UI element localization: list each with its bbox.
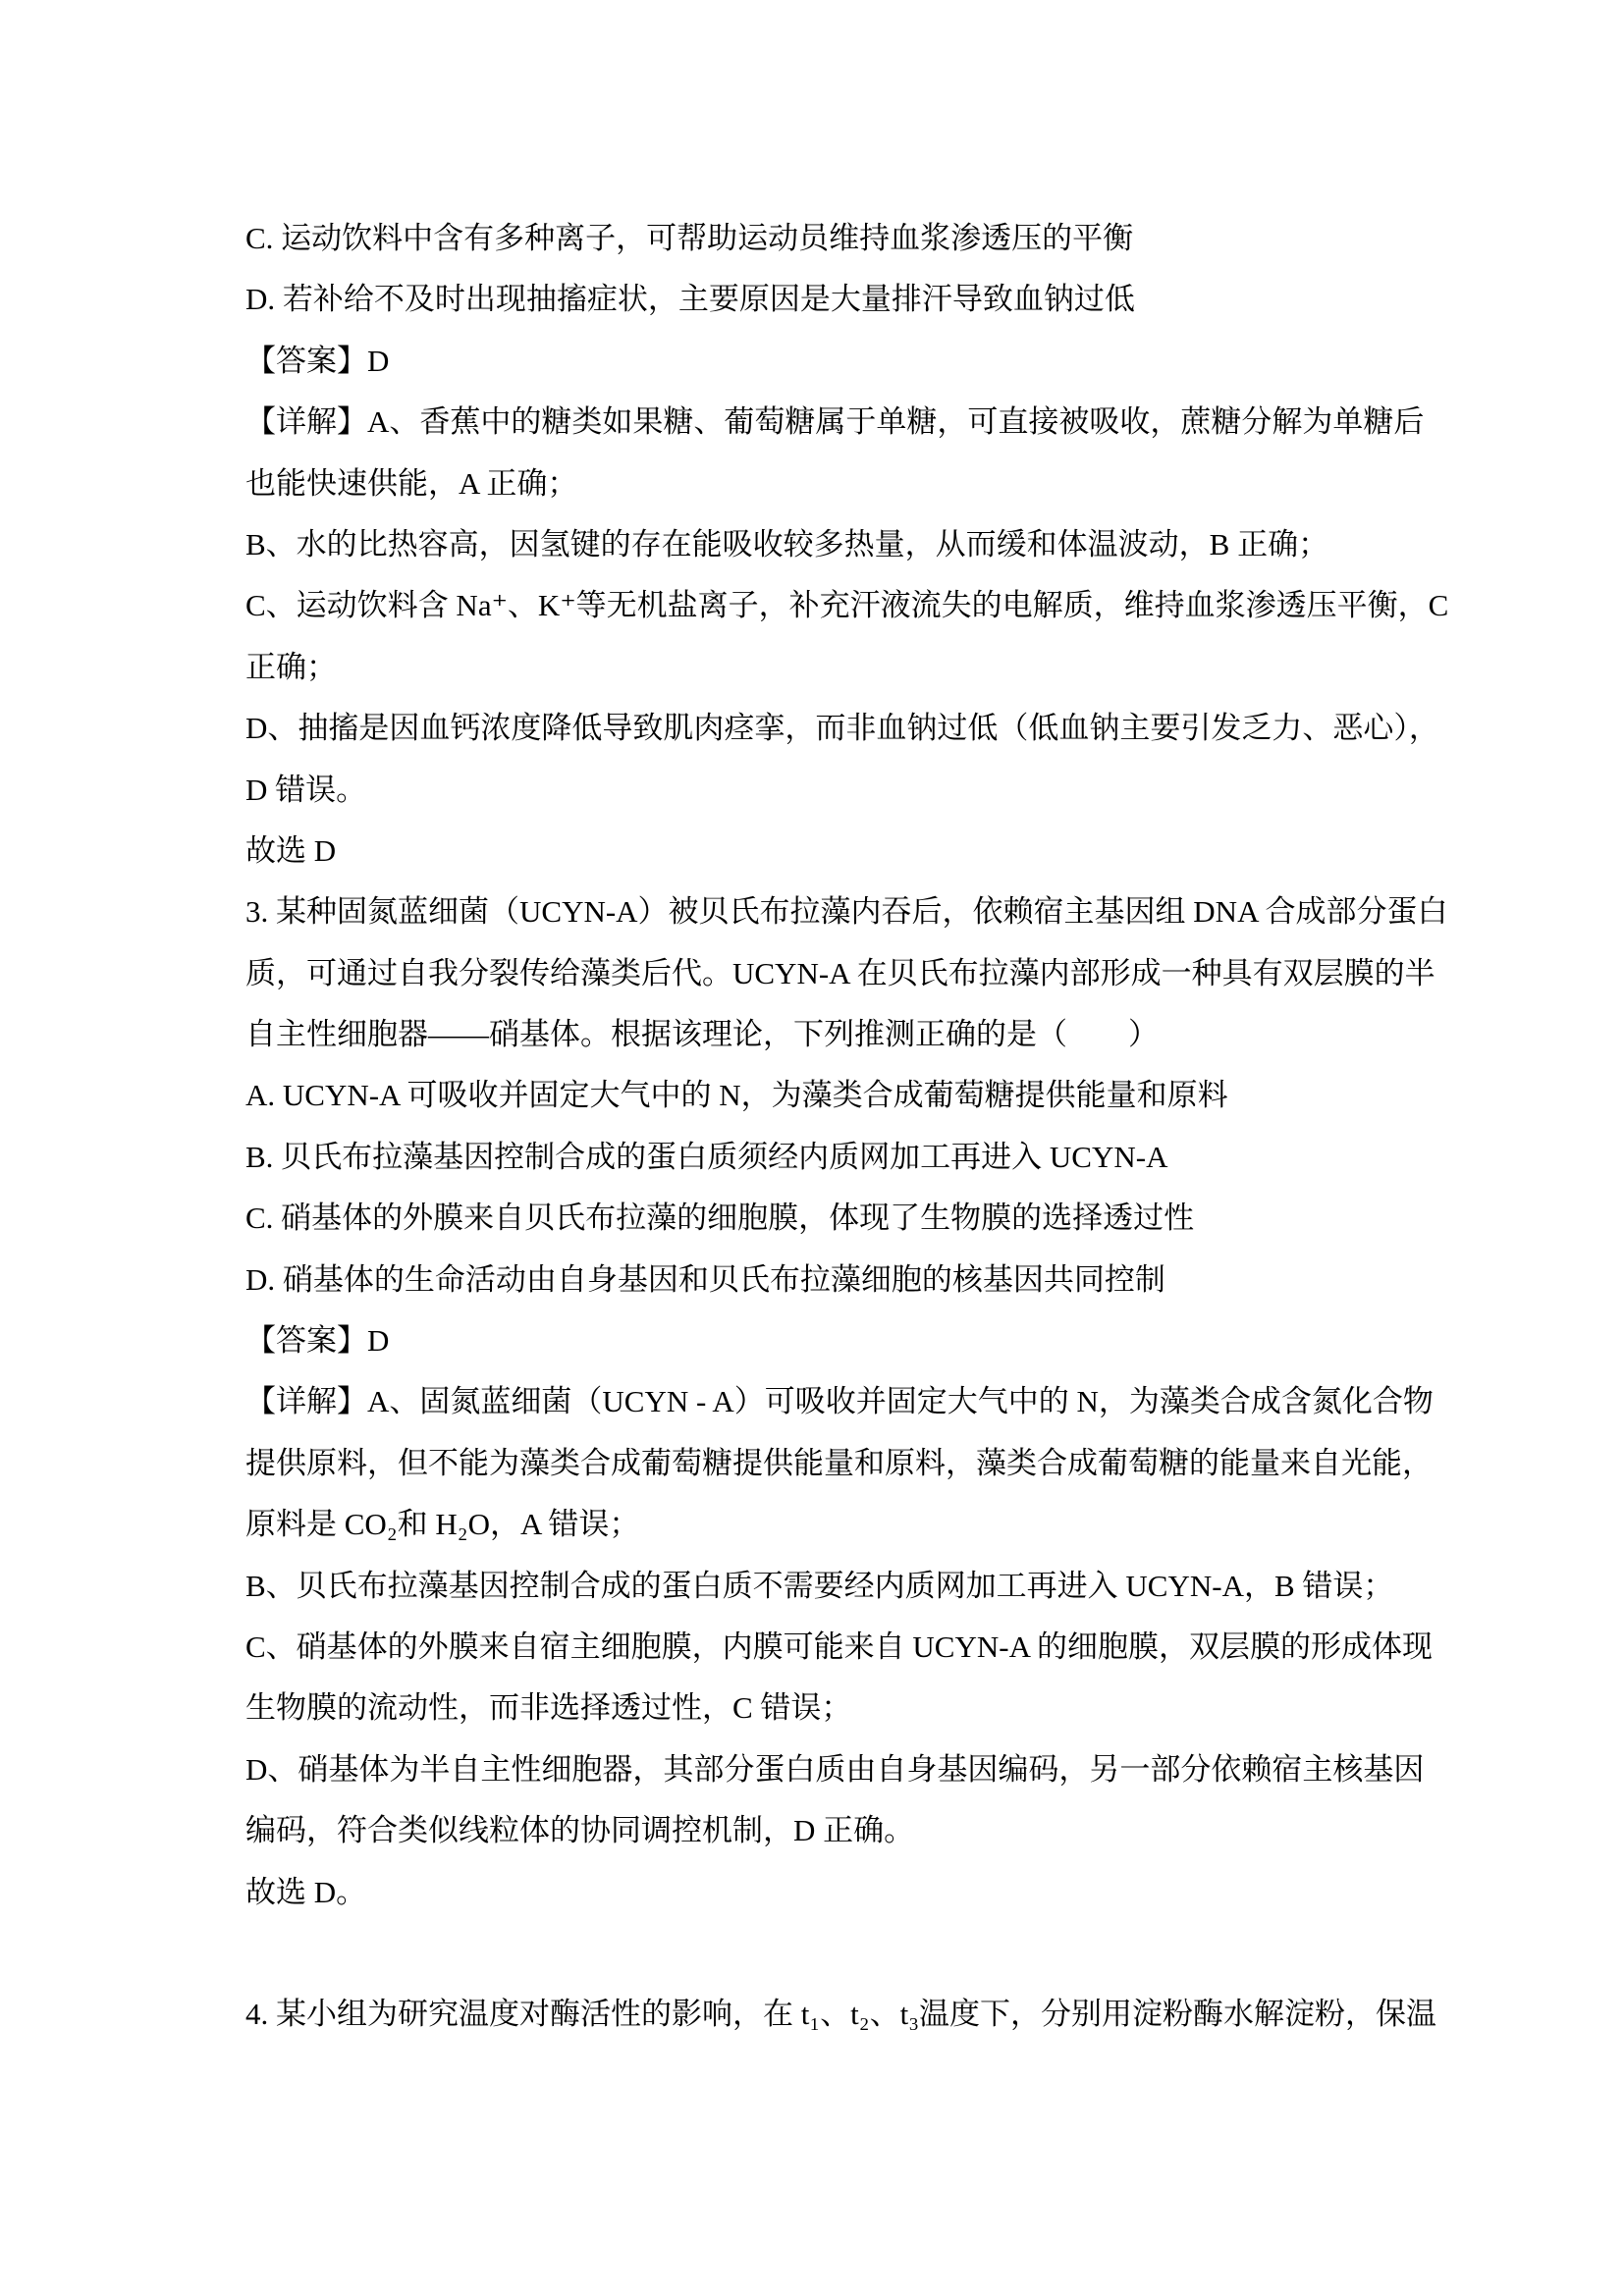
text-line-explanation: 生物膜的流动性，而非选择透过性，C 错误； xyxy=(245,1690,852,1726)
blank-line xyxy=(245,1923,1384,1984)
text-line-question: 4. 某小组为研究温度对酶活性的影响，在 t₁、t₂、t₃温度下，分别用淀粉酶水解淀粉，保温 xyxy=(245,1997,1437,2032)
text-line-conclusion: 故选 D xyxy=(245,832,337,868)
text-line-answer: 【答案】D xyxy=(245,343,390,378)
text-line-option: C. 硝基体的外膜来自贝氏布拉藻的细胞膜，体现了生物膜的选择透过性 xyxy=(245,1201,1195,1236)
text-line-explanation: 【详解】A、固氮蓝细菌（UCYN - A）可吸收并固定大气中的 N，为藻类合成含氮化合物 xyxy=(245,1384,1434,1419)
text-line-option: A. UCYN-A 可吸收并固定大气中的 N，为藻类合成葡萄糖提供能量和原料 xyxy=(245,1078,1228,1113)
text-line-question: 质，可通过自我分裂传给藻类后代。UCYN-A 在贝氏布拉藻内部形成一种具有双层膜的半 xyxy=(245,955,1435,990)
text-line-explanation: B、贝氏布拉藻基因控制合成的蛋白质不需要经内质网加工再进入 UCYN-A，B 错误； xyxy=(245,1568,1394,1603)
text-line-explanation: 编码，符合类似线粒体的协同调控机制，D 正确。 xyxy=(245,1813,915,1848)
text-line-option: B. 贝氏布拉藻基因控制合成的蛋白质须经内质网加工再进入 UCYN-A xyxy=(245,1139,1168,1174)
text-line-explanation: D、抽搐是因血钙浓度降低导致肌肉痉挛，而非血钠过低（低血钠主要引发乏力、恶心）， xyxy=(245,711,1439,746)
text-line-answer: 【答案】D xyxy=(245,1323,390,1359)
text-line-explanation: B、水的比热容高，因氢键的存在能吸收较多热量，从而缓和体温波动，B 正确； xyxy=(245,526,1329,561)
text-line-explanation: D 错误。 xyxy=(245,772,367,807)
text-line-explanation: 【详解】A、香蕉中的糖类如果糖、葡萄糖属于单糖，可直接被吸收，蔗糖分解为单糖后 xyxy=(245,404,1425,440)
text-line-explanation: 正确； xyxy=(245,649,337,684)
text-line-explanation: C、运动饮料含 Na⁺、K⁺等无机盐离子，补充汗液流失的电解质，维持血浆渗透压平衡，C xyxy=(245,588,1449,623)
text-line-explanation: 原料是 CO₂和 H₂O，A 错误； xyxy=(245,1507,640,1542)
text-line-explanation: C、硝基体的外膜来自宿主细胞膜，内膜可能来自 UCYN-A 的细胞膜，双层膜的形成体现 xyxy=(245,1629,1434,1664)
text-line-option: D. 若补给不及时出现抽搐症状，主要原因是大量排汗导致血钠过低 xyxy=(245,282,1135,317)
text-line-option: C. 运动饮料中含有多种离子，可帮助运动员维持血浆渗透压的平衡 xyxy=(245,221,1134,255)
text-line-explanation: 提供原料，但不能为藻类合成葡萄糖提供能量和原料，藻类合成葡萄糖的能量来自光能， xyxy=(245,1445,1433,1480)
text-line-explanation: 也能快速供能，A 正确； xyxy=(245,465,578,501)
document-text-block xyxy=(245,208,1449,2046)
text-line-question: 3. 某种固氮蓝细菌（UCYN-A）被贝氏布拉藻内吞后，依赖宿主基因组 DNA 合成部分蛋白 xyxy=(245,894,1448,930)
text-line-question: 自主性细胞器——硝基体。根据该理论，下列推测正确的是（ ） xyxy=(245,1017,1159,1052)
text-line-option: D. 硝基体的生命活动由自身基因和贝氏布拉藻细胞的核基因共同控制 xyxy=(245,1261,1165,1297)
text-line-conclusion: 故选 D。 xyxy=(245,1874,367,1909)
text-line-explanation: D、硝基体为半自主性细胞器，其部分蛋白质由自身基因编码，另一部分依赖宿主核基因 xyxy=(245,1751,1425,1787)
